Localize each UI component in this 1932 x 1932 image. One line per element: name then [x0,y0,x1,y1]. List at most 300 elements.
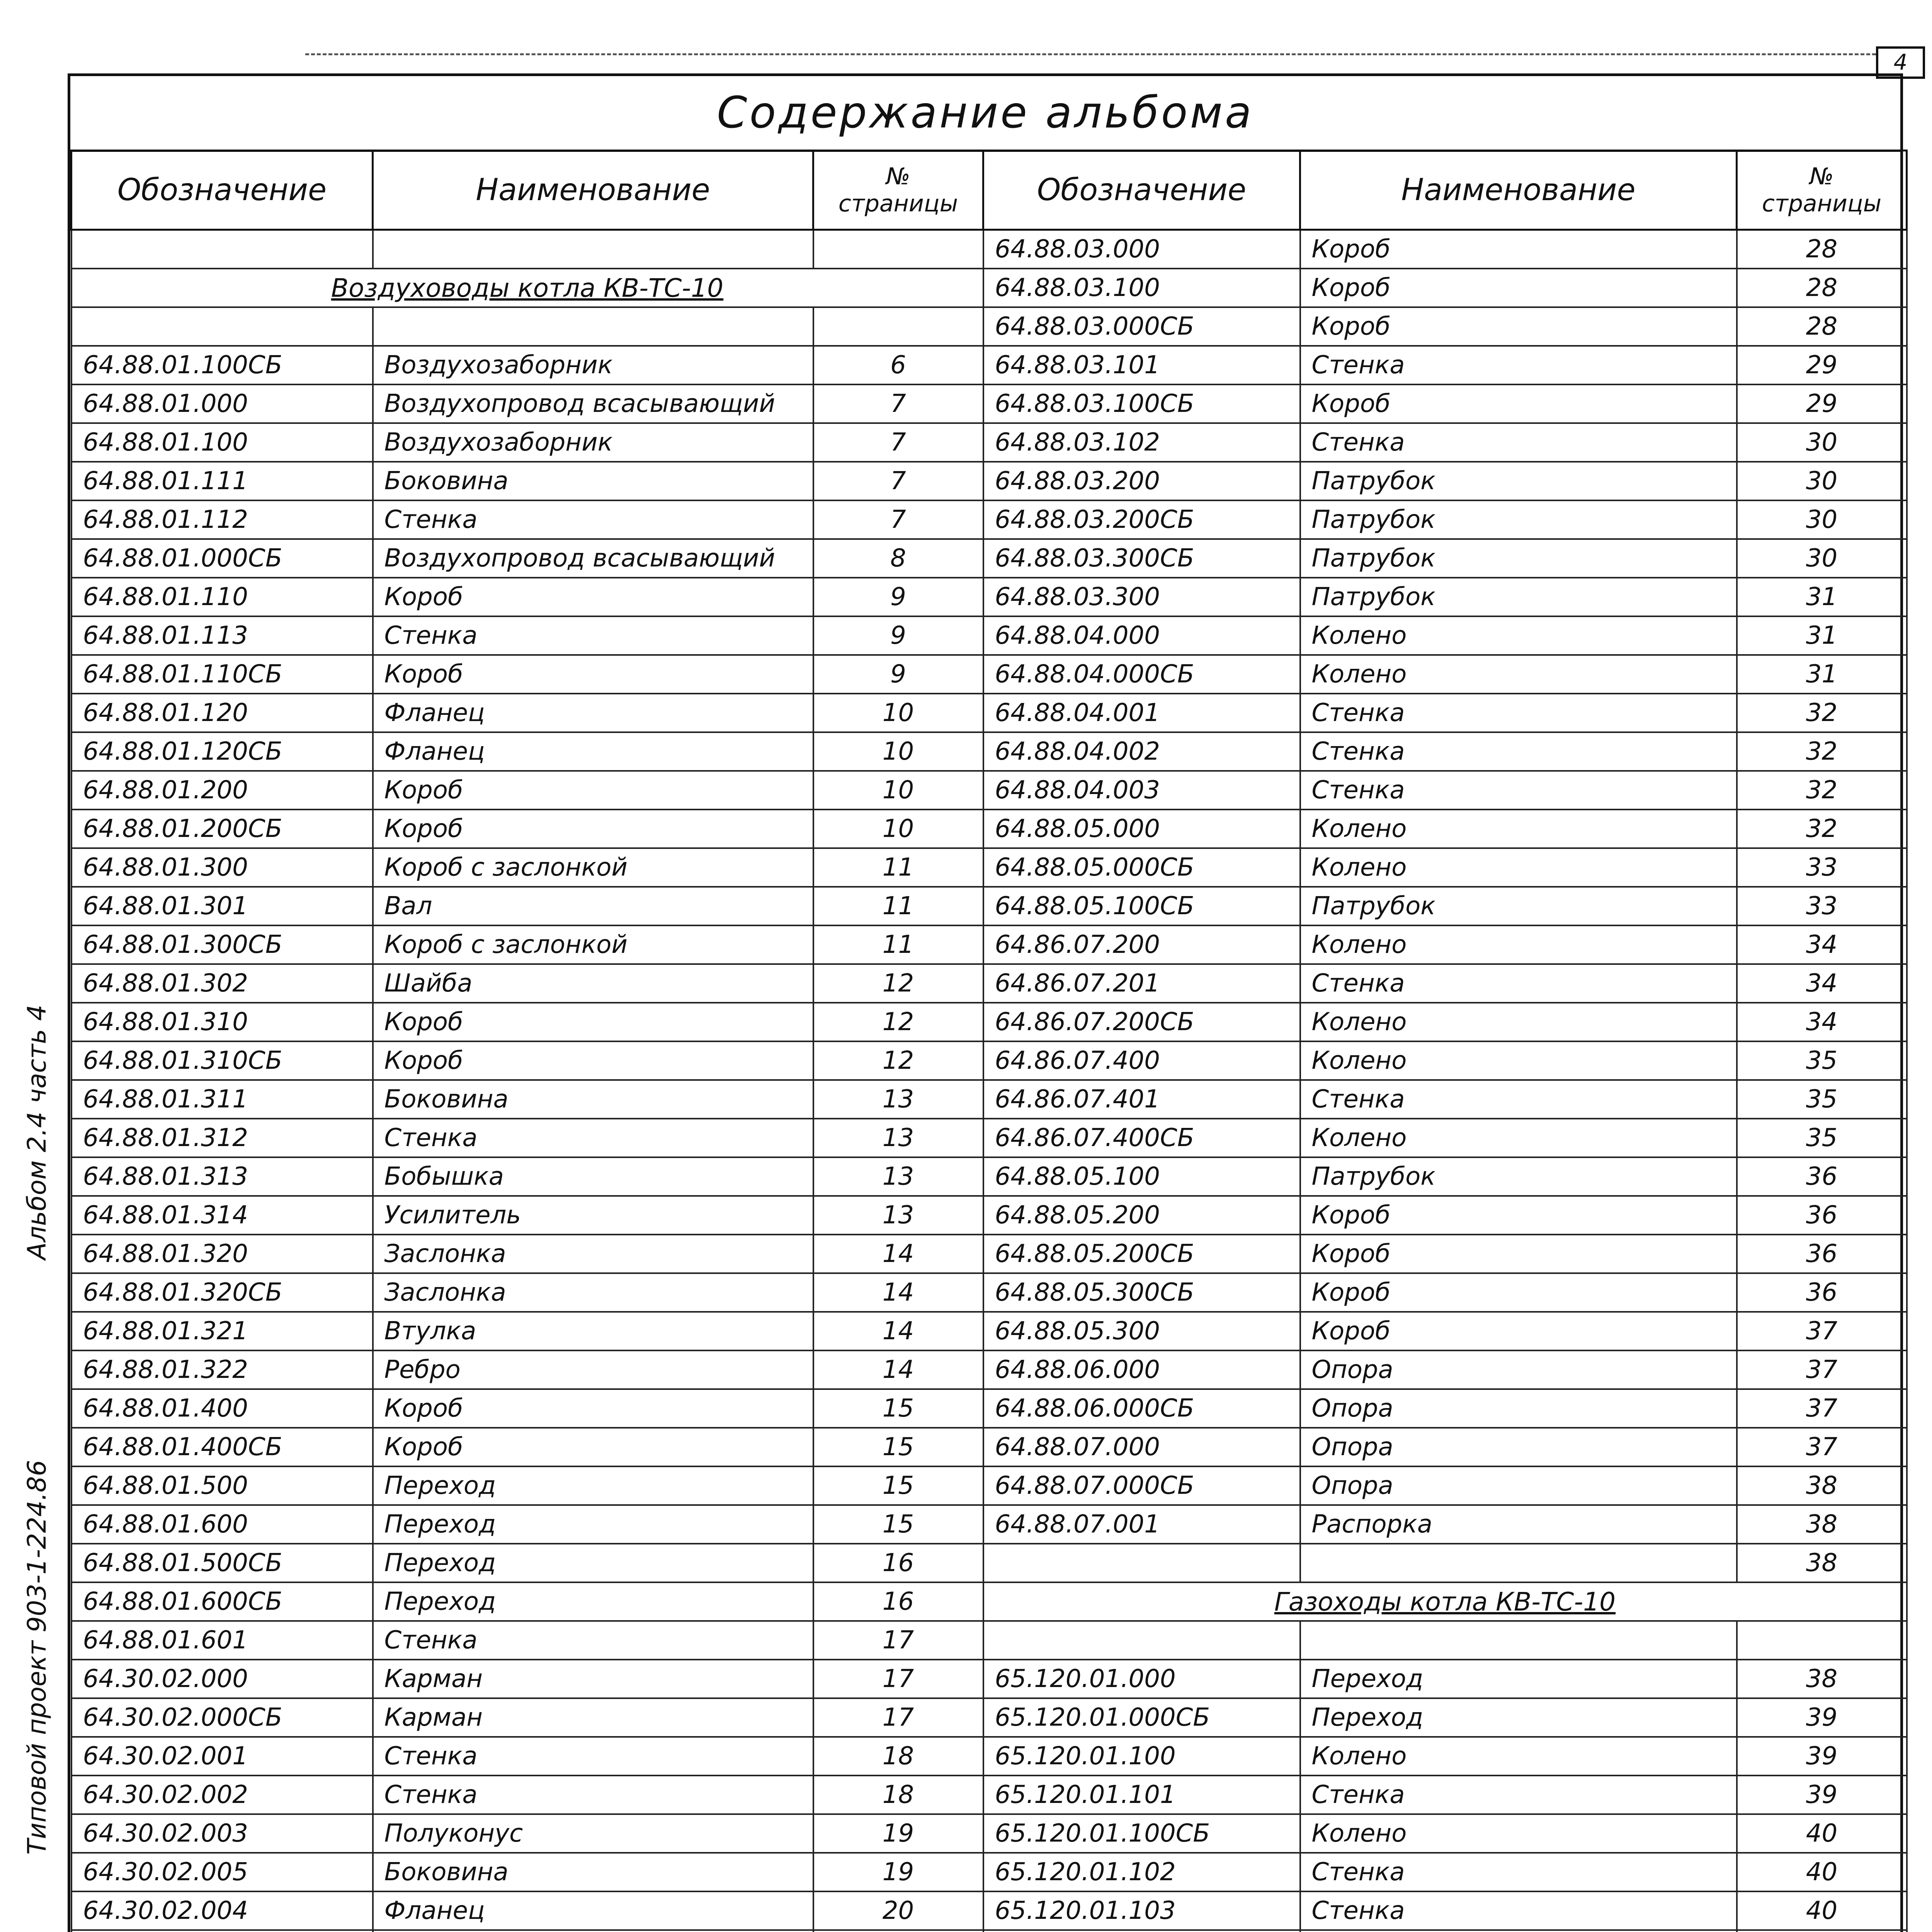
table-row [71,1505,1907,1544]
name-cell: Патрубок [1300,887,1737,925]
code-cell: 64.88.01.320СБ [71,1273,373,1312]
page-cell: 14 [813,1273,983,1312]
code-cell: 64.88.03.200СБ [983,500,1300,539]
page-cell [813,1930,983,1932]
code-cell: 64.88.07.000СБ [983,1466,1300,1505]
code-cell: 64.88.01.310СБ [71,1041,373,1080]
name-cell: Короб [1300,269,1737,307]
page-cell: 19 [813,1814,983,1853]
page-cell: 12 [813,964,983,1003]
code-cell: 64.88.01.310 [71,1003,373,1041]
name-cell: Бобышка [373,1157,813,1196]
header-page-left [813,151,983,230]
page-cell: 7 [813,462,983,500]
table-row [71,1466,1907,1505]
page-cell: 17 [813,1621,983,1660]
header-page-no: № [1810,163,1834,190]
code-cell: 64.86.07.400СБ [983,1119,1300,1157]
table-row [71,1814,1907,1853]
page-cell: 12 [813,1003,983,1041]
page-cell: 19 [813,1853,983,1891]
page-cell: 31 [1737,655,1907,694]
page-cell [1737,1930,1907,1932]
table-row [71,423,1907,462]
name-cell: Распорка [1300,1505,1737,1544]
name-cell: Патрубок [1300,1157,1737,1196]
code-cell: 64.88.01.000СБ [71,539,373,578]
name-cell: Опора [1300,1466,1737,1505]
table-row [71,269,1907,307]
page-cell: 30 [1737,500,1907,539]
page-cell: 10 [813,732,983,771]
code-cell: 64.88.01.400 [71,1389,373,1428]
code-cell: 65.120.01.000СБ [983,1698,1300,1737]
code-cell: 64.30.02.000СБ [71,1698,373,1737]
name-cell: Шайба [373,964,813,1003]
name-cell: Боковина [373,462,813,500]
table-row [71,1041,1907,1080]
code-cell: 64.88.01.300СБ [71,925,373,964]
code-cell: 64.88.01.302 [71,964,373,1003]
code-cell: 64.86.07.201 [983,964,1300,1003]
code-cell: 64.88.07.001 [983,1505,1300,1544]
top-dashed-line [305,53,1876,55]
page-cell: 11 [813,887,983,925]
code-cell [983,1930,1300,1932]
page-cell: 30 [1737,423,1907,462]
name-cell: Воздухопровод всасывающий [373,539,813,578]
page-cell: 36 [1737,1196,1907,1235]
page-cell: 37 [1737,1389,1907,1428]
sheet-number: 4 [1876,46,1925,79]
name-cell: Колено [1300,616,1737,655]
code-cell: 65.120.01.102 [983,1853,1300,1891]
code-cell: 64.88.01.200 [71,771,373,810]
code-cell: 64.88.03.000СБ [983,307,1300,346]
page-cell [1737,1621,1907,1660]
name-cell: Патрубок [1300,462,1737,500]
page-cell: 9 [813,578,983,616]
code-cell: 64.88.05.000СБ [983,848,1300,887]
name-cell [373,307,813,346]
page-cell: 9 [813,655,983,694]
table-row [71,1621,1907,1660]
side-stamp-album: Альбом 2.4 часть 4 [22,1005,52,1260]
page-cell: 10 [813,771,983,810]
page-cell: 34 [1737,1003,1907,1041]
code-cell: 64.88.03.200 [983,462,1300,500]
page-cell: 18 [813,1737,983,1776]
page-title: Содержание альбома [70,76,1900,152]
code-cell: 64.88.04.001 [983,694,1300,732]
name-cell: Фланец [373,694,813,732]
page-cell: 15 [813,1505,983,1544]
name-cell: Стенка [1300,1080,1737,1119]
page-cell: 35 [1737,1041,1907,1080]
name-cell: Карман [373,1698,813,1737]
name-cell: Стенка [1300,346,1737,384]
code-cell: 64.88.05.200СБ [983,1235,1300,1273]
code-cell: 64.88.01.113 [71,616,373,655]
code-cell: 64.88.05.000 [983,810,1300,848]
name-cell: Втулка [373,1312,813,1350]
page-cell: 11 [813,848,983,887]
code-cell: 64.88.01.112 [71,500,373,539]
table-row [71,1853,1907,1891]
code-cell: 64.88.01.110СБ [71,655,373,694]
name-cell: Фланец [373,1891,813,1930]
name-cell: Колено [1300,1119,1737,1157]
page-cell: 10 [813,810,983,848]
code-cell: 64.88.01.322 [71,1350,373,1389]
contents-table [70,150,1908,1932]
page-cell: 32 [1737,694,1907,732]
name-cell: Короб [373,810,813,848]
table-row [71,1891,1907,1930]
code-cell: 64.88.01.200СБ [71,810,373,848]
code-cell: 64.88.01.313 [71,1157,373,1196]
page-cell: 35 [1737,1119,1907,1157]
table-row [71,732,1907,771]
table-row [71,1235,1907,1273]
code-cell: 65.120.01.100СБ [983,1814,1300,1853]
name-cell: Короб [1300,230,1737,269]
code-cell: 64.88.04.002 [983,732,1300,771]
table-row [71,1698,1907,1737]
page-cell: 7 [813,384,983,423]
name-cell: Полуконус [373,1814,813,1853]
page-cell: 39 [1737,1698,1907,1737]
table-row [71,694,1907,732]
page-cell: 38 [1737,1505,1907,1544]
page-cell: 7 [813,500,983,539]
code-cell: 64.88.03.102 [983,423,1300,462]
page-cell: 28 [1737,230,1907,269]
code-cell: 64.86.07.401 [983,1080,1300,1119]
name-cell: Ребро [373,1350,813,1389]
page-cell: 33 [1737,887,1907,925]
name-cell: Стенка [1300,1891,1737,1930]
page-cell: 16 [813,1582,983,1621]
name-cell: Короб [373,1428,813,1466]
code-cell: 64.88.03.300 [983,578,1300,616]
name-cell: Короб [373,655,813,694]
page-cell: 28 [1737,269,1907,307]
name-cell: Короб [1300,307,1737,346]
name-cell: Стенка [1300,964,1737,1003]
table-row [71,1660,1907,1698]
table-row [71,925,1907,964]
page-cell: 37 [1737,1428,1907,1466]
name-cell: Стенка [1300,1776,1737,1814]
code-cell: 64.88.01.100 [71,423,373,462]
name-cell: Опора [1300,1428,1737,1466]
page-cell: 9 [813,616,983,655]
code-cell: 64.88.01.600 [71,1505,373,1544]
table-row [71,964,1907,1003]
header-name-right: Наименование [1300,151,1737,230]
page-cell: 12 [813,1041,983,1080]
name-cell: Короб [373,1389,813,1428]
table-row [71,1312,1907,1350]
code-cell [983,1621,1300,1660]
code-cell: 64.30.02.003 [71,1814,373,1853]
table-row [71,1273,1907,1312]
code-cell: 64.88.01.400СБ [71,1428,373,1466]
code-cell: 64.88.04.000СБ [983,655,1300,694]
code-cell: 64.88.05.300 [983,1312,1300,1350]
table-row [71,1389,1907,1428]
name-cell: Стенка [373,1119,813,1157]
name-cell: Переход [1300,1660,1737,1698]
contents-rows [71,230,1907,1932]
name-cell: Колено [1300,1041,1737,1080]
page-cell: 33 [1737,848,1907,887]
table-row [71,346,1907,384]
section-title: Воздуховоды котла КВ-ТС-10 [71,269,983,307]
code-cell: 64.30.02.001 [71,1737,373,1776]
name-cell: Короб с заслонкой [373,848,813,887]
name-cell [1300,1544,1737,1582]
page-cell: 17 [813,1660,983,1698]
code-cell [71,230,373,269]
header-name-left: Наименование [373,151,813,230]
page-cell [813,230,983,269]
code-cell: 64.88.07.000 [983,1428,1300,1466]
table-row [71,500,1907,539]
name-cell: Короб [373,578,813,616]
code-cell: 64.88.06.000СБ [983,1389,1300,1428]
code-cell: 65.120.01.100 [983,1737,1300,1776]
code-cell: 65.120.01.101 [983,1776,1300,1814]
name-cell: Короб [1300,384,1737,423]
header-page-right [1737,151,1907,230]
name-cell: Колено [1300,1737,1737,1776]
name-cell: Переход [373,1505,813,1544]
page-cell: 17 [813,1698,983,1737]
table-row [71,1119,1907,1157]
code-cell: 64.30.02.004 [71,1891,373,1930]
table-row [71,655,1907,694]
code-cell: 65.120.01.000 [983,1660,1300,1698]
name-cell: Колено [1300,848,1737,887]
code-cell: 64.86.07.200 [983,925,1300,964]
table-row [71,1157,1907,1196]
name-cell: Воздухозаборник [373,423,813,462]
table-row [71,1737,1907,1776]
table-row [71,1930,1907,1932]
name-cell: Стенка [373,500,813,539]
name-cell: Стенка [1300,694,1737,732]
code-cell: 64.88.01.321 [71,1312,373,1350]
table-row [71,539,1907,578]
name-cell: Колено [1300,810,1737,848]
name-cell: Короб [373,1003,813,1041]
name-cell: Колено [1300,1003,1737,1041]
name-cell: Стенка [373,1776,813,1814]
side-stamp-project: Типовой проект 903-1-224.86 [22,1460,52,1855]
code-cell [983,1544,1300,1582]
code-cell: 64.88.05.300СБ [983,1273,1300,1312]
page-cell: 31 [1737,616,1907,655]
name-cell: Фланец [373,732,813,771]
page-cell: 32 [1737,810,1907,848]
page-cell: 37 [1737,1312,1907,1350]
contents-sheet [68,73,1903,1932]
code-cell: 64.86.07.400 [983,1041,1300,1080]
code-cell: 64.88.01.601 [71,1621,373,1660]
name-cell: Стенка [373,1737,813,1776]
header-page-word: страницы [838,190,958,217]
name-cell: Усилитель [373,1196,813,1235]
page-cell: 39 [1737,1776,1907,1814]
name-cell: Короб [1300,1196,1737,1235]
code-cell: 64.88.05.100СБ [983,887,1300,925]
name-cell: Заслонка [373,1235,813,1273]
table-row [71,887,1907,925]
code-cell: 64.88.01.120СБ [71,732,373,771]
table-row [71,1080,1907,1119]
page-cell: 29 [1737,384,1907,423]
page-cell: 40 [1737,1853,1907,1891]
code-cell: 64.30.02.000 [71,1660,373,1698]
code-cell: 64.88.01.110 [71,578,373,616]
page-cell: 38 [1737,1466,1907,1505]
page-cell: 8 [813,539,983,578]
page-cell: 15 [813,1389,983,1428]
code-cell [71,1930,373,1932]
name-cell: Короб с заслонкой [373,925,813,964]
name-cell: Короб [373,1041,813,1080]
page-cell: 6 [813,346,983,384]
page-cell: 13 [813,1080,983,1119]
code-cell: 64.30.02.002 [71,1776,373,1814]
code-cell: 64.88.03.101 [983,346,1300,384]
code-cell: 64.88.05.200 [983,1196,1300,1235]
table-row [71,1350,1907,1389]
name-cell: Переход [373,1544,813,1582]
name-cell: Короб [1300,1235,1737,1273]
page-cell: 38 [1737,1660,1907,1698]
name-cell: Переход [373,1466,813,1505]
page-cell: 14 [813,1350,983,1389]
name-cell: Патрубок [1300,500,1737,539]
page-cell: 36 [1737,1273,1907,1312]
page-cell: 28 [1737,307,1907,346]
table-row [71,1776,1907,1814]
code-cell: 64.88.03.100 [983,269,1300,307]
code-cell: 64.88.05.100 [983,1157,1300,1196]
name-cell [1300,1621,1737,1660]
page-cell: 13 [813,1157,983,1196]
header-page-word: страницы [1762,190,1882,217]
table-row [71,578,1907,616]
name-cell: Патрубок [1300,578,1737,616]
name-cell: Стенка [1300,1853,1737,1891]
name-cell: Стенка [373,1621,813,1660]
page-cell: 18 [813,1776,983,1814]
page-cell: 29 [1737,346,1907,384]
code-cell [71,307,373,346]
name-cell: Воздухопровод всасывающий [373,384,813,423]
page-cell: 16 [813,1544,983,1582]
name-cell [373,230,813,269]
table-row [71,230,1907,269]
name-cell: Стенка [1300,771,1737,810]
code-cell: 64.88.06.000 [983,1350,1300,1389]
name-cell: Переход [1300,1698,1737,1737]
name-cell [373,1930,813,1932]
table-row [71,848,1907,887]
code-cell: 64.30.02.005 [71,1853,373,1891]
page-cell: 32 [1737,732,1907,771]
name-cell: Карман [373,1660,813,1698]
name-cell: Патрубок [1300,539,1737,578]
name-cell: Заслонка [373,1273,813,1312]
code-cell: 64.88.04.003 [983,771,1300,810]
code-cell: 64.88.01.311 [71,1080,373,1119]
name-cell: Вал [373,887,813,925]
table-row [71,1428,1907,1466]
page-cell: 36 [1737,1157,1907,1196]
page-cell: 15 [813,1466,983,1505]
name-cell: Короб [1300,1312,1737,1350]
table-row [71,771,1907,810]
page-cell: 38 [1737,1544,1907,1582]
code-cell: 64.88.01.300 [71,848,373,887]
name-cell: Стенка [373,616,813,655]
code-cell: 64.88.01.111 [71,462,373,500]
page-cell: 32 [1737,771,1907,810]
code-cell: 64.86.07.200СБ [983,1003,1300,1041]
page-cell [813,307,983,346]
name-cell: Опора [1300,1350,1737,1389]
code-cell: 64.88.01.100СБ [71,346,373,384]
page-cell: 20 [813,1891,983,1930]
name-cell: Короб [373,771,813,810]
page-cell: 13 [813,1119,983,1157]
header-page-no: № [886,163,910,190]
name-cell: Короб [1300,1273,1737,1312]
table-row [71,1196,1907,1235]
page-cell: 36 [1737,1235,1907,1273]
name-cell: Опора [1300,1389,1737,1428]
code-cell: 64.88.01.500 [71,1466,373,1505]
page-cell: 14 [813,1235,983,1273]
page-cell: 39 [1737,1737,1907,1776]
page-cell: 37 [1737,1350,1907,1389]
page-cell: 15 [813,1428,983,1466]
name-cell: Воздухозаборник [373,346,813,384]
header-code-right: Обозначение [983,151,1300,230]
name-cell: Стенка [1300,732,1737,771]
code-cell: 64.88.04.000 [983,616,1300,655]
side-stamp [17,1005,56,1855]
name-cell: Стенка [1300,423,1737,462]
page-cell: 31 [1737,578,1907,616]
name-cell: Боковина [373,1853,813,1891]
page-cell: 14 [813,1312,983,1350]
code-cell: 64.88.01.320 [71,1235,373,1273]
page-cell: 34 [1737,964,1907,1003]
table-row [71,1003,1907,1041]
page-cell: 13 [813,1196,983,1235]
name-cell: Переход [373,1582,813,1621]
table-row [71,307,1907,346]
table-row [71,1582,1907,1621]
code-cell: 64.88.03.000 [983,230,1300,269]
page-cell: 30 [1737,539,1907,578]
